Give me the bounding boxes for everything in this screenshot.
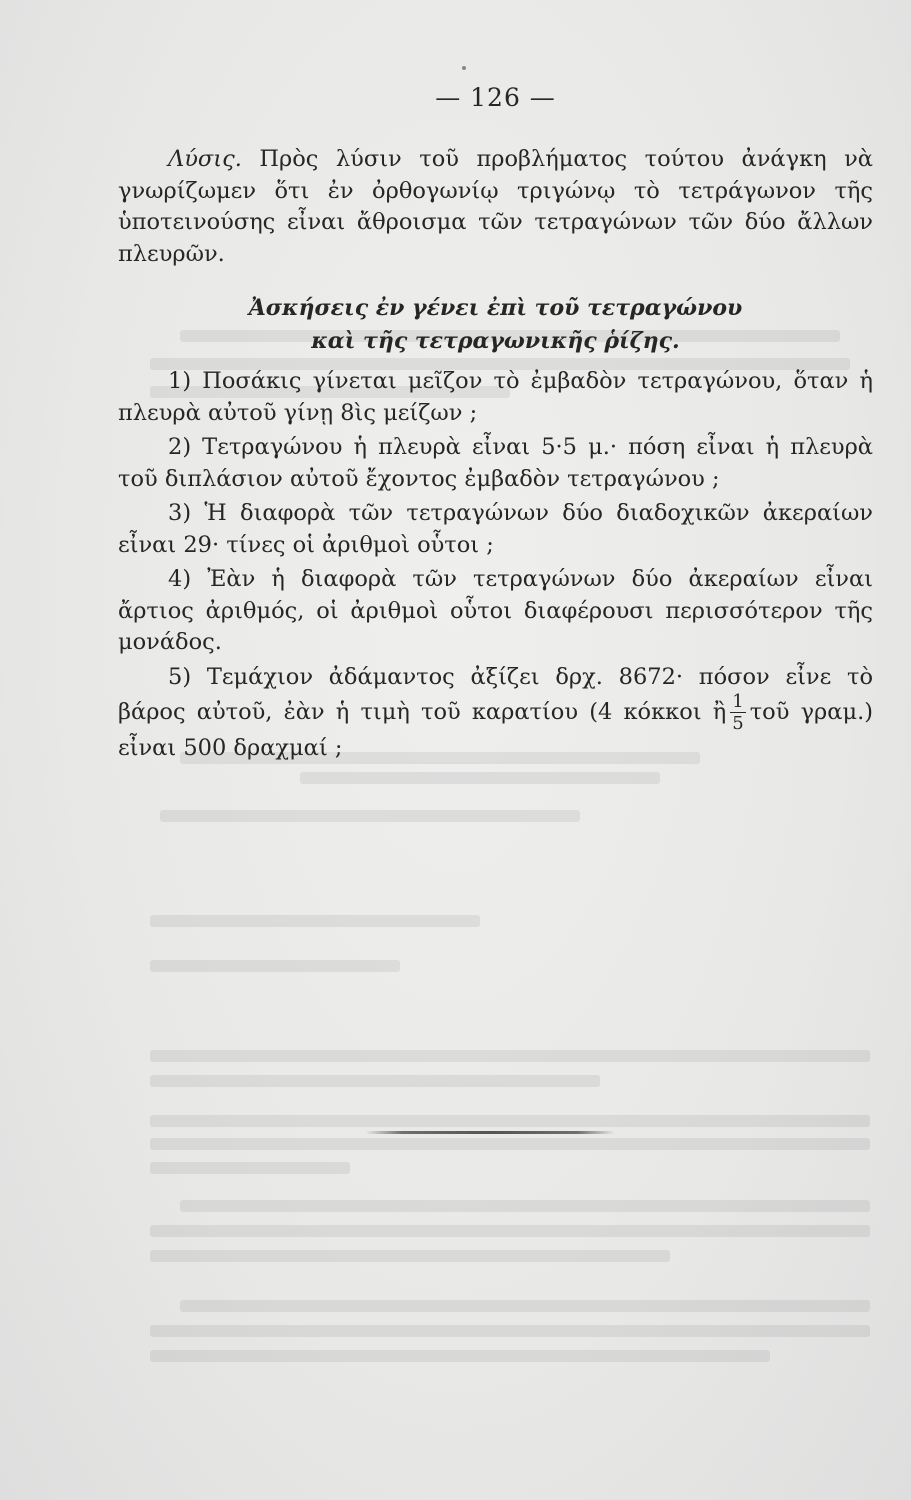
section-heading-line-2: καὶ τῆς τετραγωνικῆς ῥίζης. bbox=[311, 328, 680, 354]
fraction-numerator: 1 bbox=[732, 691, 744, 712]
exercise-1: 1) Ποσάκις γίνεται μεῖζον τὸ ἐμβαδὸν τετραγώνου, ὅταν ἡ πλευρὰ αὐτοῦ γίνῃ 8ὶς μείζων ; bbox=[118, 368, 873, 426]
exercise-5-text-before: 5) Τεμάχιον ἀδάμαντος ἀξίζει δρχ. 8672· πόσον εἶνε τὸ βάρος αὐτοῦ, ἐὰν ἡ τιμὴ τοῦ καρατίου (4 κόκκοι ἢ bbox=[118, 663, 873, 725]
page-number: — 126 — bbox=[435, 83, 556, 112]
exercise-2: 2) Τετραγώνου ἡ πλευρὰ εἶναι 5·5 μ.· πόση εἶναι ἡ πλευρὰ τοῦ διπλάσιον αὐτοῦ ἔχοντος ἐμβαδὸν τετραγώνου ; bbox=[118, 434, 873, 492]
solution-paragraph bbox=[118, 144, 873, 270]
section-heading bbox=[118, 292, 873, 358]
fraction-one-fifth bbox=[730, 693, 745, 733]
solution-text: Πρὸς λύσιν τοῦ προβλήματος τούτου ἀνάγκη νὰ γνωρίζωμεν ὅτι ἐν ὀρθογωνίῳ τριγώνῳ τὸ τετράγωνον τῆς ὑποτεινούσης εἶναι ἄθροισμα τῶν τετραγώνων τῶν δύο ἄλλων πλευρῶν. bbox=[118, 146, 874, 267]
section-heading-line-1: Ἀσκήσεις ἐν γένει ἐπὶ τοῦ τετραγώνου bbox=[248, 295, 743, 321]
exercise-3: 3) Ἡ διαφορὰ τῶν τετραγώνων δύο διαδοχικῶν ἀκεραίων εἶναι 29· τίνες οἱ ἀριθμοὶ οὗτοι ; bbox=[118, 500, 873, 558]
solution-label: Λύσις. bbox=[168, 146, 242, 172]
fraction-denominator: 5 bbox=[732, 713, 744, 734]
decorative-rule bbox=[365, 1131, 615, 1134]
exercise-5 bbox=[118, 662, 873, 765]
ink-speck bbox=[462, 66, 466, 70]
page-text bbox=[118, 80, 873, 765]
exercise-4: 4) Ἐὰν ἡ διαφορὰ τῶν τετραγώνων δύο ἀκεραίων εἶναι ἄρτιος ἀριθμός, οἱ ἀριθμοὶ οὗτοι διαφέρουσι περισσότερον τῆς μονάδος. bbox=[118, 566, 873, 655]
exercise-5-text-after: τοῦ γραμ.) εἶναι 500 δραχμαί ; bbox=[118, 699, 873, 761]
